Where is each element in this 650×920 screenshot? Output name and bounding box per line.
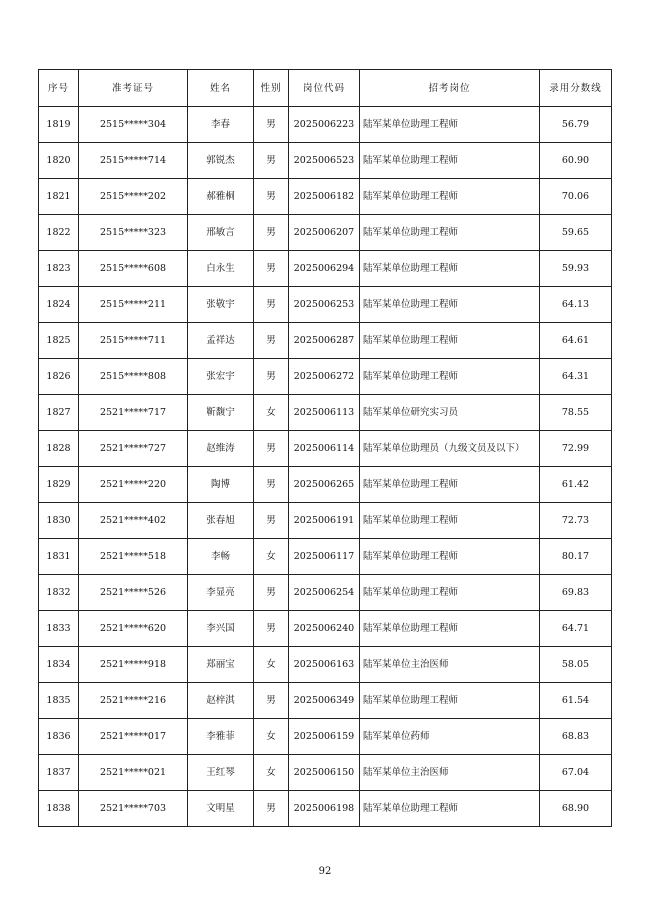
cell-gender: 女 [254, 539, 289, 575]
cell-position-code: 2025006349 [289, 683, 360, 719]
header-ticket-number: 准考证号 [79, 70, 188, 107]
cell-position-code: 2025006287 [289, 323, 360, 359]
cell-position-code: 2025006191 [289, 503, 360, 539]
cell-name: 李畅 [188, 539, 254, 575]
cell-ticket-number: 2521*****727 [79, 431, 188, 467]
cell-position-code: 2025006159 [289, 719, 360, 755]
header-gender: 性别 [254, 70, 289, 107]
cell-score-line: 60.90 [540, 143, 612, 179]
cell-position-code: 2025006198 [289, 791, 360, 827]
table-row [39, 539, 612, 575]
cell-position-code: 2025006207 [289, 215, 360, 251]
cell-serial: 1834 [39, 647, 79, 683]
table-row [39, 287, 612, 323]
table-row [39, 503, 612, 539]
table-row [39, 323, 612, 359]
cell-position-code: 2025006223 [289, 107, 360, 143]
cell-gender: 男 [254, 791, 289, 827]
cell-position: 陆军某单位助理工程师 [360, 539, 540, 575]
cell-position-code: 2025006117 [289, 539, 360, 575]
table-row [39, 107, 612, 143]
cell-name: 郑丽宝 [188, 647, 254, 683]
cell-position: 陆军某单位助理工程师 [360, 287, 540, 323]
cell-position: 陆军某单位助理工程师 [360, 575, 540, 611]
cell-name: 李显亮 [188, 575, 254, 611]
cell-ticket-number: 2521*****526 [79, 575, 188, 611]
cell-ticket-number: 2521*****717 [79, 395, 188, 431]
cell-ticket-number: 2515*****211 [79, 287, 188, 323]
cell-position: 陆军某单位主治医师 [360, 755, 540, 791]
table-row [39, 611, 612, 647]
cell-serial: 1820 [39, 143, 79, 179]
cell-position: 陆军某单位助理工程师 [360, 359, 540, 395]
header-score-line: 录用分数线 [540, 70, 612, 107]
cell-ticket-number: 2521*****216 [79, 683, 188, 719]
cell-name: 赵梓淇 [188, 683, 254, 719]
table-row [39, 791, 612, 827]
cell-gender: 男 [254, 683, 289, 719]
cell-name: 张宏宇 [188, 359, 254, 395]
cell-gender: 女 [254, 395, 289, 431]
cell-serial: 1823 [39, 251, 79, 287]
cell-ticket-number: 2521*****518 [79, 539, 188, 575]
cell-position: 陆军某单位助理工程师 [360, 323, 540, 359]
cell-name: 靳馥宁 [188, 395, 254, 431]
cell-ticket-number: 2515*****714 [79, 143, 188, 179]
table-row [39, 431, 612, 467]
cell-gender: 男 [254, 251, 289, 287]
cell-score-line: 80.17 [540, 539, 612, 575]
table-row [39, 467, 612, 503]
cell-position: 陆军某单位助理工程师 [360, 503, 540, 539]
cell-score-line: 64.61 [540, 323, 612, 359]
table-row [39, 647, 612, 683]
cell-serial: 1824 [39, 287, 79, 323]
header-position-code: 岗位代码 [289, 70, 360, 107]
cell-name: 赵维涛 [188, 431, 254, 467]
cell-name: 王红琴 [188, 755, 254, 791]
cell-position-code: 2025006294 [289, 251, 360, 287]
cell-name: 张春旭 [188, 503, 254, 539]
header-position: 招考岗位 [360, 70, 540, 107]
cell-name: 李雅菲 [188, 719, 254, 755]
cell-serial: 1825 [39, 323, 79, 359]
cell-position-code: 2025006150 [289, 755, 360, 791]
cell-position: 陆军某单位助理工程师 [360, 215, 540, 251]
cell-name: 陶博 [188, 467, 254, 503]
cell-serial: 1821 [39, 179, 79, 215]
cell-position: 陆军某单位助理工程师 [360, 791, 540, 827]
cell-position-code: 2025006265 [289, 467, 360, 503]
cell-ticket-number: 2515*****608 [79, 251, 188, 287]
cell-score-line: 67.04 [540, 755, 612, 791]
table-row [39, 359, 612, 395]
cell-position: 陆军某单位助理工程师 [360, 179, 540, 215]
cell-ticket-number: 2521*****918 [79, 647, 188, 683]
cell-serial: 1838 [39, 791, 79, 827]
cell-score-line: 59.65 [540, 215, 612, 251]
cell-score-line: 59.93 [540, 251, 612, 287]
cell-gender: 男 [254, 611, 289, 647]
cell-score-line: 58.05 [540, 647, 612, 683]
cell-serial: 1832 [39, 575, 79, 611]
cell-serial: 1833 [39, 611, 79, 647]
cell-gender: 男 [254, 107, 289, 143]
cell-score-line: 70.06 [540, 179, 612, 215]
table-row [39, 755, 612, 791]
cell-gender: 男 [254, 323, 289, 359]
cell-serial: 1837 [39, 755, 79, 791]
cell-position: 陆军某单位助理工程师 [360, 611, 540, 647]
cell-score-line: 64.71 [540, 611, 612, 647]
cell-serial: 1835 [39, 683, 79, 719]
cell-score-line: 61.42 [540, 467, 612, 503]
cell-position: 陆军某单位助理工程师 [360, 107, 540, 143]
cell-position: 陆军某单位助理工程师 [360, 467, 540, 503]
cell-gender: 男 [254, 575, 289, 611]
cell-gender: 男 [254, 179, 289, 215]
cell-serial: 1826 [39, 359, 79, 395]
cell-score-line: 68.90 [540, 791, 612, 827]
table-row [39, 179, 612, 215]
cell-ticket-number: 2521*****021 [79, 755, 188, 791]
cell-score-line: 64.13 [540, 287, 612, 323]
cell-name: 白永生 [188, 251, 254, 287]
cell-position-code: 2025006253 [289, 287, 360, 323]
cell-serial: 1836 [39, 719, 79, 755]
cell-gender: 男 [254, 287, 289, 323]
cell-position: 陆军某单位助理工程师 [360, 143, 540, 179]
cell-gender: 女 [254, 719, 289, 755]
cell-ticket-number: 2521*****220 [79, 467, 188, 503]
cell-position-code: 2025006272 [289, 359, 360, 395]
cell-gender: 男 [254, 467, 289, 503]
table-row [39, 683, 612, 719]
cell-position: 陆军某单位助理工程师 [360, 251, 540, 287]
cell-position-code: 2025006114 [289, 431, 360, 467]
cell-score-line: 69.83 [540, 575, 612, 611]
cell-score-line: 72.73 [540, 503, 612, 539]
cell-name: 孟祥达 [188, 323, 254, 359]
cell-gender: 男 [254, 143, 289, 179]
cell-ticket-number: 2521*****402 [79, 503, 188, 539]
table-row [39, 395, 612, 431]
cell-gender: 男 [254, 503, 289, 539]
cell-gender: 女 [254, 755, 289, 791]
cell-ticket-number: 2521*****620 [79, 611, 188, 647]
cell-ticket-number: 2521*****703 [79, 791, 188, 827]
cell-position: 陆军某单位主治医师 [360, 647, 540, 683]
cell-position: 陆军某单位助理员（九级文员及以下） [360, 431, 540, 467]
cell-serial: 1822 [39, 215, 79, 251]
cell-position: 陆军某单位助理工程师 [360, 683, 540, 719]
cell-position-code: 2025006113 [289, 395, 360, 431]
table-row [39, 215, 612, 251]
cell-serial: 1828 [39, 431, 79, 467]
cell-name: 李春 [188, 107, 254, 143]
table-row [39, 719, 612, 755]
cell-score-line: 61.54 [540, 683, 612, 719]
cell-gender: 男 [254, 215, 289, 251]
cell-serial: 1819 [39, 107, 79, 143]
cell-score-line: 72.99 [540, 431, 612, 467]
cell-ticket-number: 2515*****711 [79, 323, 188, 359]
cell-gender: 男 [254, 431, 289, 467]
table-row [39, 143, 612, 179]
table-body [39, 107, 612, 827]
cell-score-line: 78.55 [540, 395, 612, 431]
cell-score-line: 64.31 [540, 359, 612, 395]
table-row [39, 251, 612, 287]
cell-position: 陆军某单位药师 [360, 719, 540, 755]
table-header-row [39, 70, 612, 107]
cell-name: 李兴国 [188, 611, 254, 647]
page-number: 92 [318, 866, 332, 877]
cell-ticket-number: 2515*****304 [79, 107, 188, 143]
cell-ticket-number: 2515*****202 [79, 179, 188, 215]
cell-name: 张敬宇 [188, 287, 254, 323]
header-serial: 序号 [39, 70, 79, 107]
cell-ticket-number: 2521*****017 [79, 719, 188, 755]
cell-score-line: 56.79 [540, 107, 612, 143]
cell-name: 邢敏言 [188, 215, 254, 251]
cell-serial: 1830 [39, 503, 79, 539]
table-row [39, 575, 612, 611]
cell-score-line: 68.83 [540, 719, 612, 755]
cell-serial: 1827 [39, 395, 79, 431]
cell-gender: 女 [254, 647, 289, 683]
cell-name: 文明星 [188, 791, 254, 827]
cell-gender: 男 [254, 359, 289, 395]
cell-name: 郝雅桐 [188, 179, 254, 215]
cell-ticket-number: 2515*****323 [79, 215, 188, 251]
cell-position-code: 2025006182 [289, 179, 360, 215]
cell-serial: 1829 [39, 467, 79, 503]
cell-position-code: 2025006240 [289, 611, 360, 647]
cell-position-code: 2025006254 [289, 575, 360, 611]
header-name: 姓名 [188, 70, 254, 107]
cell-serial: 1831 [39, 539, 79, 575]
cell-position-code: 2025006163 [289, 647, 360, 683]
cell-ticket-number: 2515*****808 [79, 359, 188, 395]
cell-position: 陆军某单位研究实习员 [360, 395, 540, 431]
cell-name: 郭锐杰 [188, 143, 254, 179]
cell-position-code: 2025006523 [289, 143, 360, 179]
results-table [38, 69, 612, 827]
